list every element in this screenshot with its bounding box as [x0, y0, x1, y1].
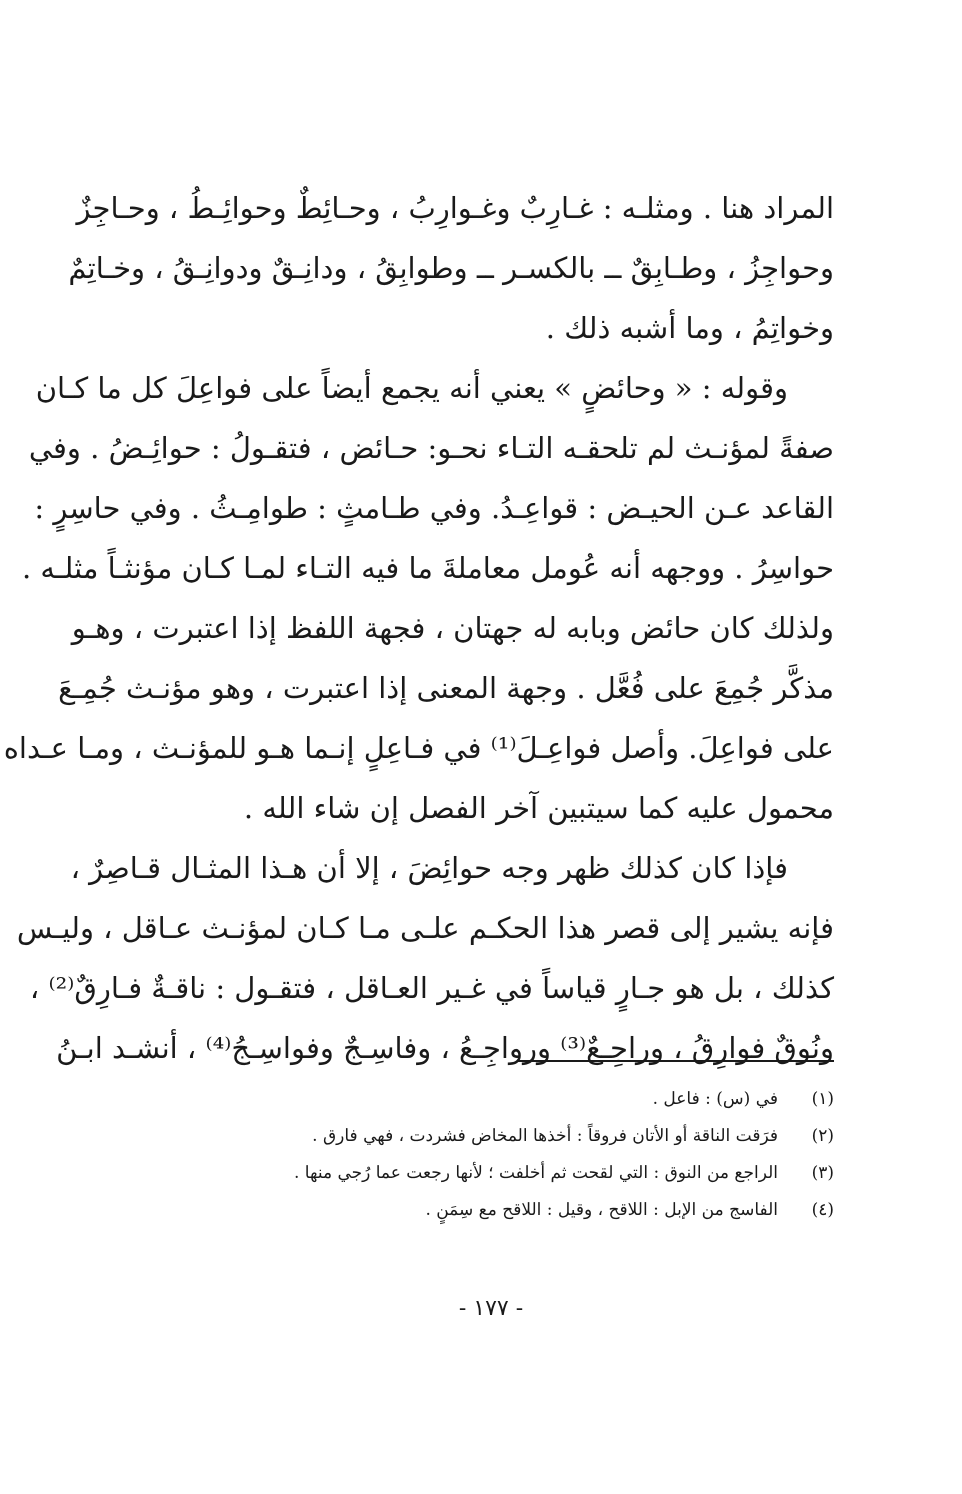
footnote [200, 1117, 834, 1154]
text-line: وحواجِزُ ، وطـابِقٌ ــ بالكسـر ــ وطوابِقُ ، ودانِـقٌ ودوانِـقُ ، وخـاتِمٌ [68, 251, 834, 285]
footnote [200, 1154, 834, 1191]
text-line: فإذا كان كذلك ظهر وجه حوائِضَ ، إلا أن هـذا المثـال قـاصِرٌ ، [70, 851, 788, 885]
footnote-separator [518, 1060, 834, 1062]
text-line: محمول عليه كما سيتبين آخر الفصل إن شاء الله . [243, 791, 834, 825]
text-line: وخواتِمُ ، وما أشبه ذلك . [545, 311, 834, 345]
text-line: على فواعِلَ. وأصل فواعِـلَ⁽¹⁾ في فـاعِلٍ إنـما هـو للمؤنـث ، ومـا عـداه [3, 731, 834, 765]
footnote [200, 1191, 834, 1228]
text-line: حواسِرُ . ووجهه أنه عُومل معاملةَ ما فيه التـاء لمـا كـان مؤنثـاً مثلـه . [22, 551, 834, 585]
footnote-text: فرَقت الناقة أو الأتان فروقاً : أخذها المخاض فشردت ، فهي فارق . [312, 1125, 778, 1146]
text-line: ولذلك كان حائض وبابه له جهتان ، فجهة اللفظ إذا اعتبرت ، وهـو [71, 611, 834, 645]
text-line: صفةً لمؤنـث لم تلحقـه التـاء نحـو: حـائض ، فتقـولُ : حوائِـضُ . وفي [28, 431, 834, 465]
footnote-number: (٤) [811, 1199, 834, 1220]
footnote-number: (٢) [811, 1125, 834, 1146]
main-text [3, 178, 834, 1078]
text-line: ونُوقٌ فوارِقُ ، وراجِـعٌ⁽³⁾ ورواجِـعُ ، وفاسِـجٌ وفواسِـجُ⁽⁴⁾ ، أنشـد ابـنُ [56, 1031, 834, 1065]
text-line: وقوله : « وحائضٍ » يعني أنه يجمع أيضاً على فواعِلَ كل ما كـان [35, 371, 788, 405]
text-line: مذكَّر جُمِعَ على فُعَّل . وجهة المعنى إذا اعتبرت ، وهو مؤنـث جُمِـعَ [58, 671, 834, 705]
footnote-number: (١) [811, 1088, 834, 1109]
footnote-text: الفاسج من الإبل : اللاقح ، وقيل : اللاقح مع سِمَنٍ . [425, 1199, 778, 1220]
footnotes [200, 1080, 834, 1228]
text-line: فإنه يشير إلى قصر هذا الحكـم علـى مـا كـان لمؤنـث عـاقل ، وليـس [16, 911, 834, 945]
footnote-text: في (س) : فاعل . [652, 1088, 778, 1109]
footnote [200, 1080, 834, 1117]
text-line: المراد هنا . ومثلـه : غـارِبٌ وغـوارِبُ ، وحـائِطٌ وحوائِـطُ ، وحـاجِزٌ [76, 191, 834, 225]
footnote-text: الراجع من النوق : التي لقحت ثم أخلفت ؛ لأنها رجعت عما رُجي منها . [294, 1162, 778, 1183]
page-number: - ١٧٧ - [458, 1296, 524, 1321]
footnote-number: (٣) [811, 1162, 834, 1183]
text-line: القاعد عـن الحيـض : قواعِـدُ. وفي طـامثٍ : طوامِـثُ . وفي حاسِرٍ : [34, 491, 834, 525]
text-line: كذلك ، بل هو جـارٍ قياساً في غـير العـاقل ، فتقـول : ناقـةٌ فـارِقٌ⁽²⁾ ، [29, 971, 834, 1005]
